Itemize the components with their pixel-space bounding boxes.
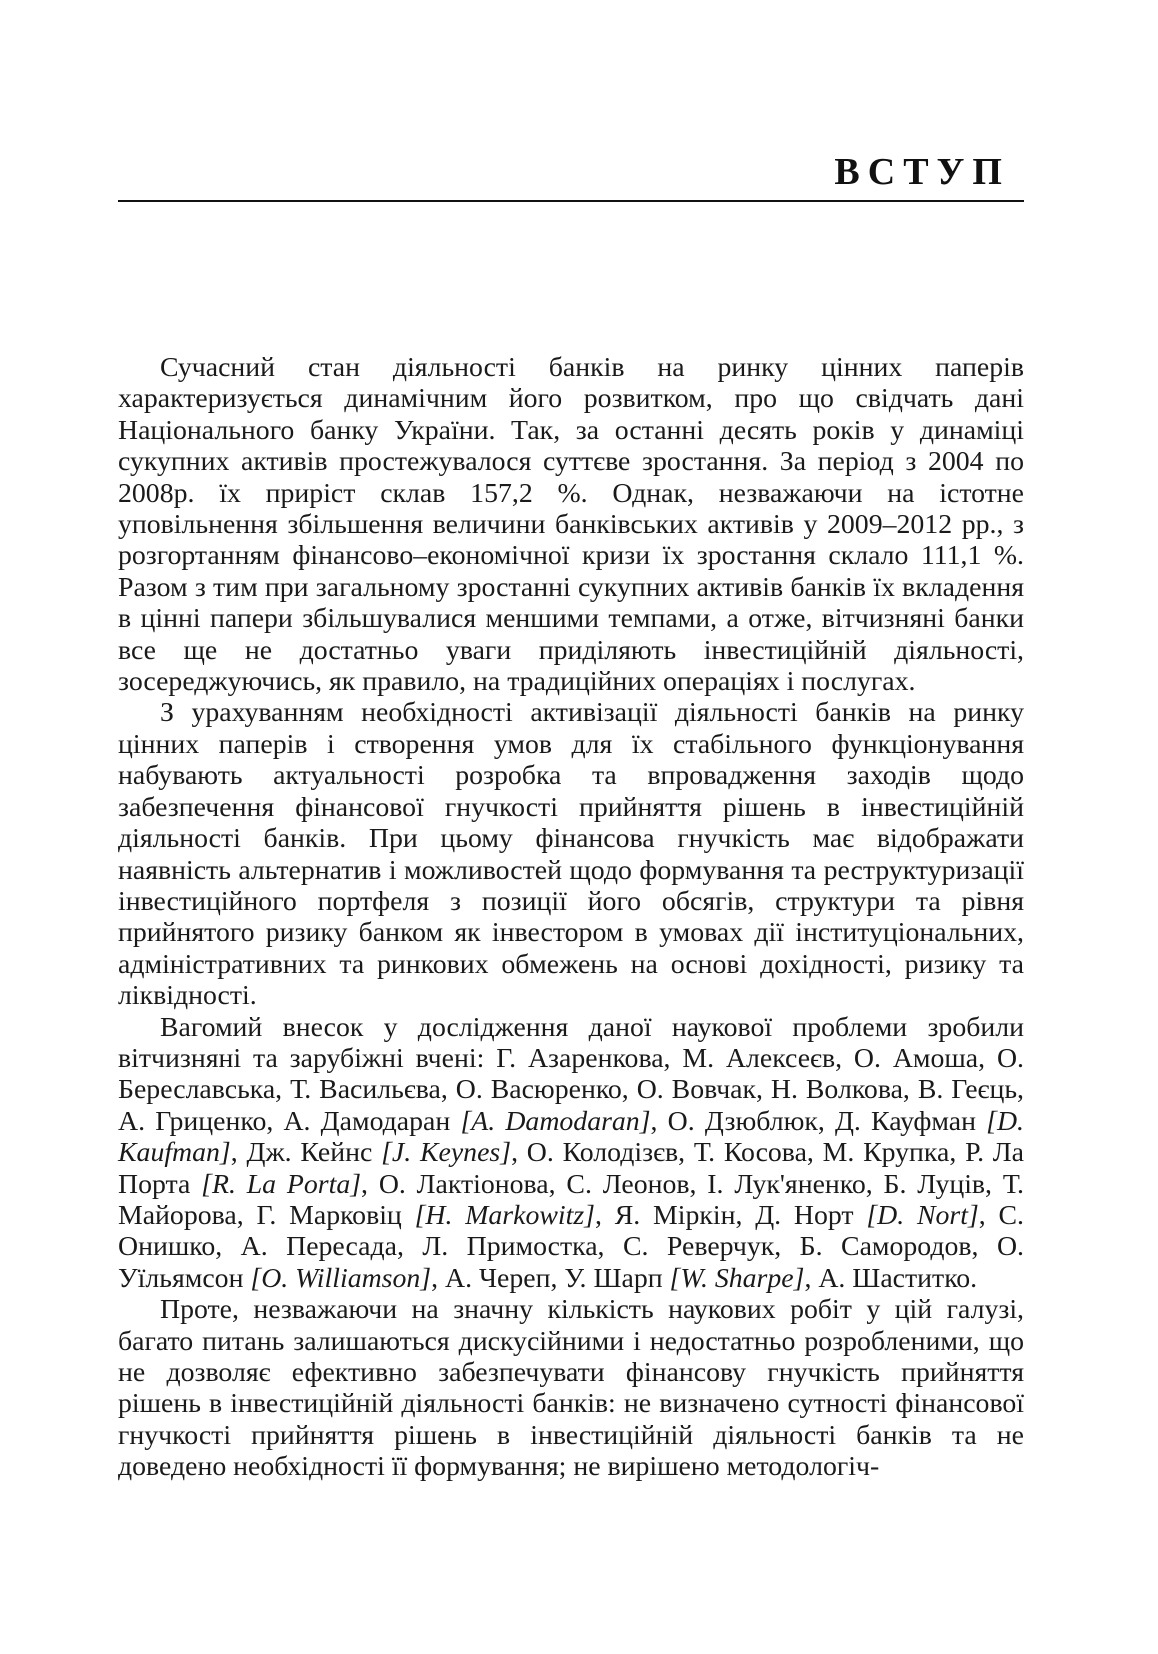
paragraph (118, 1012, 1024, 1295)
document-page (118, 0, 1024, 1654)
paragraph-text: , Я. Міркін, Д. Норт (594, 1199, 867, 1231)
paragraph (118, 697, 1024, 1011)
paragraph-text: , О. Дзюблюк, Д. Кауфман (650, 1105, 987, 1137)
latin-name-citation: [R. La Porta] (201, 1168, 362, 1200)
latin-name-citation: [H. Markowitz] (414, 1199, 595, 1231)
body-text (118, 352, 1024, 1483)
paragraph-text: , С. Онишко, А. Пересада, Л. Примостка, С. Реверчук, Б. Самородов, О. Уїльямсон (118, 1199, 1025, 1294)
paragraph-text: З урахуванням необхідності активізації діяльності банків на ринку цінних паперів і створення умов для їх стабільного функціонування набувають актуальності розробка та впровадження заходів щодо забезпечення фінансової гнучкості прийняття рішень в інвестиційній діяльності банків. При цьому фінансова гнучкість має відображати наявність альтернатив і можливостей щодо формування та реструктуризації інвестиційного портфеля з позиції його обсягів, структури та рівня прийнятого ризику банком як інвестором в умовах дії інституціональних, адміністративних та ринкових обмежень на основі дохідності, ризику та ліквідності. (118, 697, 1024, 1012)
paragraph (118, 352, 1024, 697)
latin-name-citation: [A. Damodaran] (460, 1105, 651, 1137)
chapter-title: ВСТУП (834, 151, 1010, 193)
paragraph (118, 1294, 1024, 1482)
paragraph-text: , А. Череп, У. Шарп (431, 1262, 670, 1294)
latin-name-citation: [D. Kaufman] (118, 1105, 1024, 1169)
latin-name-citation: [O. Williamson] (250, 1262, 432, 1294)
paragraph-text: Сучасний стан діяльності банків на ринку цінних паперів характеризується динамічним його розвитком, про що свідчать дані Національного банку України. Так, за останні десять років у динаміці сукупних активів простежувалося суттєве зростання. За період з 2004 по 2008р. їх приріст склав 157,2 %. Однак, незважаючи на істотне уповільнення збільшення величини банківських активів у 2009–2012 рр., з розгортанням фінансово–економічної кризи їх зростання склало 111,1 %. Разом з тим при загальному зростанні сукупних активів банків їх вкладення в цінні папери збільшувалися меншими темпами, а отже, вітчизняні банки все ще не достатньо уваги приділяють інвестиційній діяльності, зосереджуючись, як правило, на традиційних операціях і послугах. (118, 352, 1024, 698)
paragraph-text: Проте, незважаючи на значну кількість наукових робіт у цій галузі, багато питань залишаються дискусійними і недостатньо розробленими, що не дозволяє ефективно забезпечувати фінансову гнучкість прийняття рішень в інвестиційній діяльності банків: не визначено сутності фінансової гнучкості прийняття рішень в інвестиційній діяльності банків та не доведено необхідності її формування; не вирішено методологіч- (118, 1294, 1024, 1483)
paragraph-text: Вагомий внесок у дослідження даної наукової проблеми зробили вітчизняні та зарубіжні вчені: Г. Азаренкова, М. Алексеєв, О. Амоша, О. Береславська, Т. Васильєва, О. Васюренко, О. Вовчак, Н. Волкова, В. Геєць, А. Гриценко, А. Дамодаран (118, 1011, 1024, 1137)
paragraph-text: , О. Лактіонова, С. Леонов, І. Лук'яненко, Б. Луців, Т. Майорова, Г. Марковіц (118, 1168, 1024, 1231)
latin-name-citation: [D. Nort] (866, 1199, 979, 1231)
latin-name-citation: [W. Sharpe] (669, 1262, 805, 1294)
latin-name-citation: [J. Keynes] (381, 1137, 512, 1169)
paragraph-text: , О. Колодізєв, Т. Косова, М. Крупка, Р. Ла Порта (118, 1137, 1024, 1200)
paragraph-text: , Дж. Кейнс (230, 1137, 382, 1169)
title-rule (118, 200, 1024, 202)
paragraph-text: , А. Шаститко. (804, 1262, 978, 1294)
